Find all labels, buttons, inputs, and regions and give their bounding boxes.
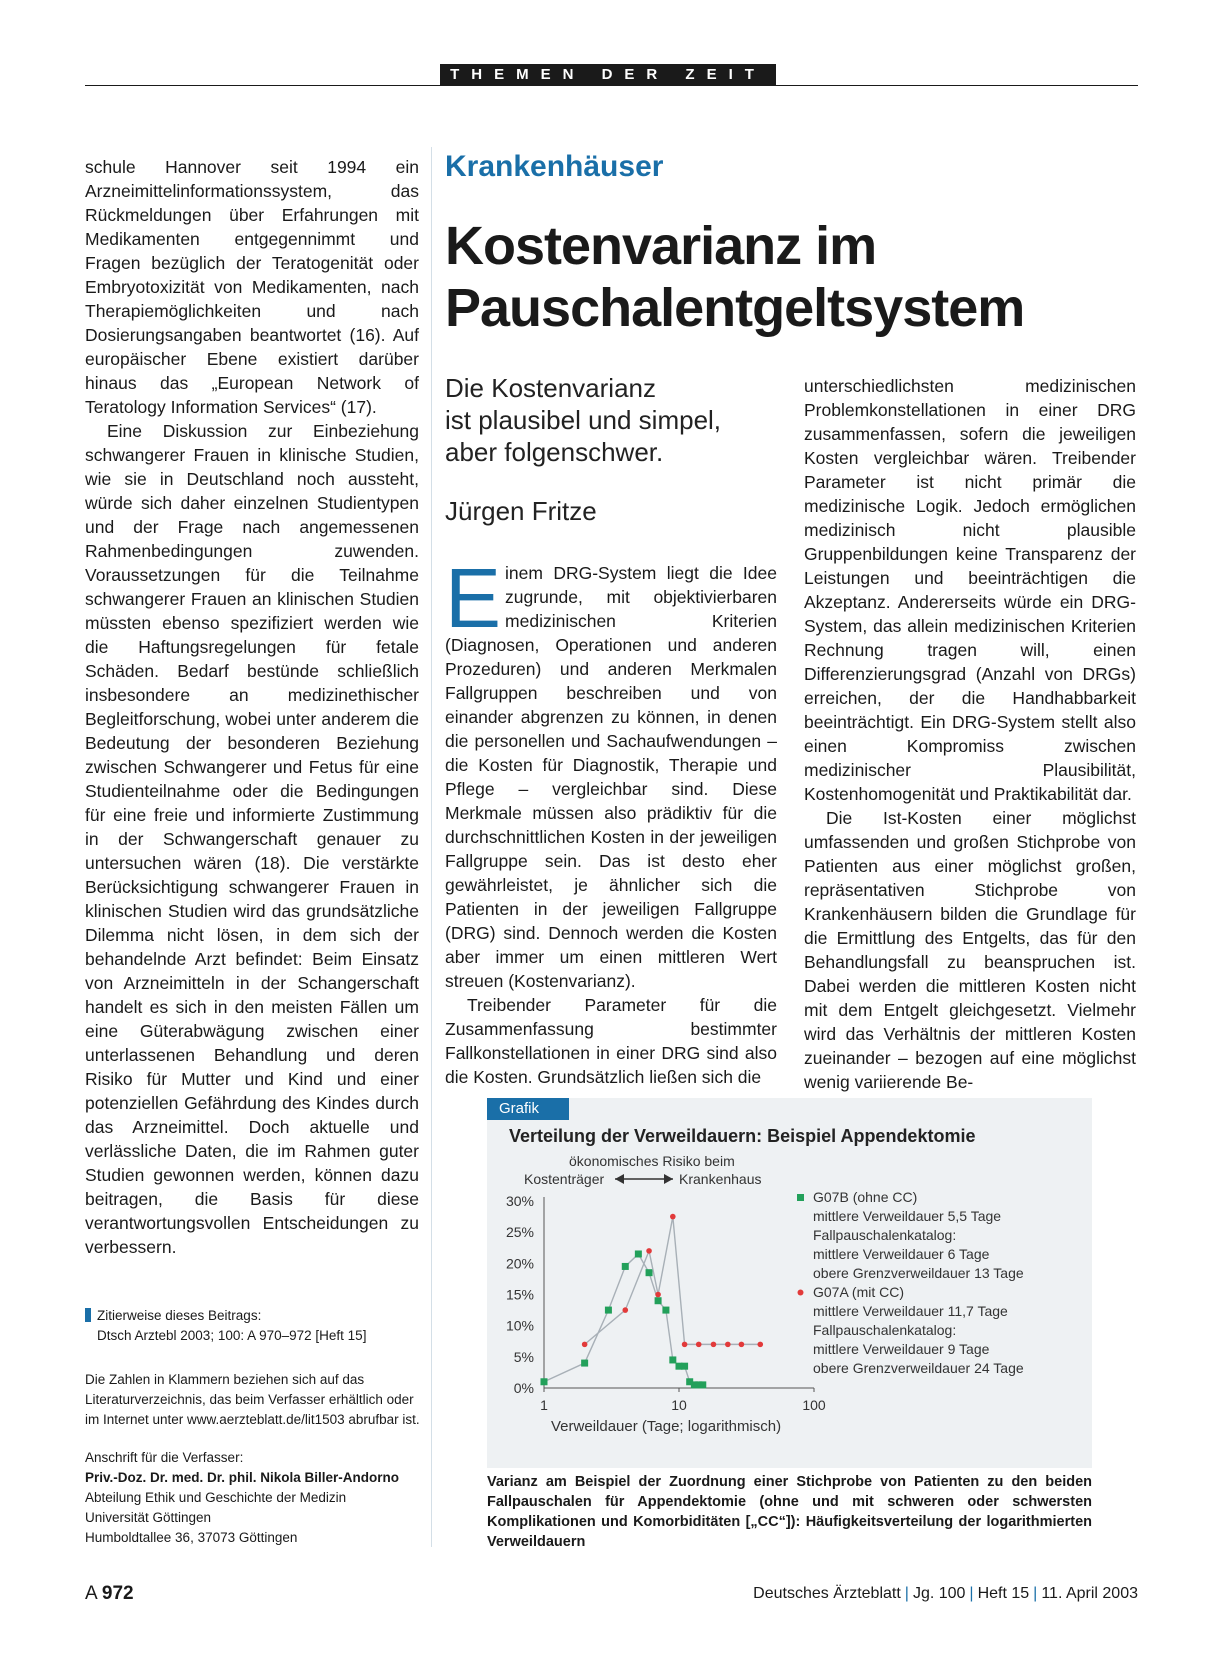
data-point-g07b: [699, 1381, 706, 1388]
data-point-g07a: [682, 1342, 688, 1348]
legend-series-name: G07A (mit CC): [813, 1284, 905, 1300]
risk-arrow-left-head: [615, 1174, 624, 1184]
legend-detail-line: mittlere Verweildauer 9 Tage: [813, 1341, 990, 1357]
footer-separator: |: [1033, 1585, 1038, 1602]
y-tick-label: 25%: [505, 1224, 534, 1241]
data-point-g07a: [622, 1307, 628, 1313]
chart-annotation-right: Krankenhaus: [679, 1171, 762, 1187]
legend-detail-line: obere Grenzverweildauer 13 Tage: [813, 1265, 1024, 1281]
legend-detail-line: obere Grenzverweildauer 24 Tage: [813, 1360, 1024, 1376]
journal-volume: Jg. 100: [912, 1585, 966, 1602]
figure-tag: Grafik: [487, 1098, 569, 1120]
right-paragraph-1: unterschiedlichsten medizinischen Problemkonstellationen in einer DRG zusammenfassen, sofern die jeweiligen Kosten vergleichbar wären. Treibender Parameter ist nicht primär die medizinische Logik. Jedoch ermöglichen medizinisch nicht plausible Gruppenbildungen keine Transparenz der Leistungen und beeinträchtigen die Akzeptanz. Andererseits würde ein DRG-System, das allein medizinischen Kriterien Rechnung tragen will, einen Differenzierungsgrad (Anzahl von DRGs) erreichen, der die Handhabbarkeit beeinträchtigt. Ein DRG-System stellt also einen Kompromiss zwischen medizinischer Plausibilität, Kostenhomogenität und Praktikabilität dar.: [804, 376, 1136, 804]
data-point-g07b: [662, 1307, 669, 1314]
article-author: Jürgen Fritze: [445, 496, 597, 526]
x-axis-label: Verweildauer (Tage; logarithmisch): [551, 1418, 782, 1435]
legend-detail-line: mittlere Verweildauer 5,5 Tage: [813, 1208, 1002, 1224]
address-label: Anschrift für die Verfasser:: [85, 1450, 244, 1465]
footer-separator: |: [904, 1585, 909, 1602]
x-tick-label: 1: [540, 1397, 548, 1413]
right-paragraph-2: Die Ist-Kosten einer möglichst umfassenden und großen Stichprobe von Patienten aus einer möglichst großen, repräsentativen Stichprobe von Krankenhäusern bilden die Grundlage für die Ermittlung des Entgelts, das für den Behandlungsfall zu beanspruchen ist. Dabei werden die mittleren Kosten nicht mit dem Entgelt gleichgesetzt. Vielmehr wird das Verhältnis der mittleren Kosten zueinander – bezogen auf eine möglichst wenig variierende Be-: [804, 808, 1136, 1092]
figure-box: [487, 1098, 1092, 1468]
data-point-g07b: [622, 1263, 629, 1270]
y-tick-label: 10%: [505, 1317, 534, 1334]
article-subtitle: [445, 372, 765, 468]
article-title-line-1: Kostenvarianz im: [445, 216, 877, 276]
data-point-g07b: [635, 1250, 642, 1257]
chart-annotation-line-1: ökonomisches Risiko beim: [569, 1153, 735, 1169]
legend-detail-line: Fallpauschalenkatalog:: [813, 1322, 957, 1338]
middle-paragraph-1: [445, 551, 777, 993]
data-point-g07a: [711, 1342, 717, 1348]
chart-annotation-left: Kostenträger: [524, 1171, 605, 1187]
middle-paragraph-2: Treibender Parameter für die Zusammenfassung bestimmter Fallkonstellationen in einer DRG sind also die Kosten. Grundsätzlich ließen sich die: [445, 995, 777, 1087]
data-point-g07a: [670, 1214, 676, 1220]
x-tick-label: 10: [671, 1397, 687, 1413]
journal-date: 11. April 2003: [1041, 1585, 1138, 1602]
address-line-1: Abteilung Ethik und Geschichte der Medizin: [85, 1490, 347, 1505]
data-point-g07a: [757, 1342, 763, 1348]
middle-paragraph-1-text: inem DRG-System liegt die Idee zugrunde, mit objektivierbaren medizinischen Kriterien (Diagnosen, Operationen und anderen Prozeduren) und anderen Merkmalen Fallgruppen beschreiben und von einander abgrenzen zu können, in denen die personellen und Sachaufwendungen – die Kosten für Diagnostik, Therapie und Pflege – vergleichbar sind. Diese Merkmale müssen also prädiktiv für die durchschnittlichen Kosten in der jeweiligen Fallgruppe sein. Das ist desto eher gewährleistet, je ähnlicher sich die Patienten in der jeweiligen Fallgruppe (DRG) sind. Dennoch werden die Kosten aber immer um einen mittleren Wert streuen (Kostenvarianz).: [445, 563, 777, 991]
left-paragraph-1: schule Hannover seit 1994 ein Arzneimittelinformationssystem, das Rückmeldungen über Erfahrungen mit Medikamenten entgegennimmt und Fragen bezüglich der Teratogenität oder Embryotoxizität von Medikamenten, nach Therapiemöglichkeiten und nach Dosierungsangaben beantwortet (16). Auf europäischer Ebene existiert darüber hinaus das „European Network of Teratology Information Services“ (17).: [85, 157, 419, 417]
legend-detail-line: Fallpauschalenkatalog:: [813, 1227, 957, 1243]
page-number-value: 972: [101, 1583, 134, 1604]
chart: [487, 1098, 1092, 1468]
legend-detail-line: mittlere Verweildauer 6 Tage: [813, 1246, 990, 1262]
legend-marker-g07b: [797, 1194, 804, 1201]
legend-series-name: G07B (ohne CC): [813, 1189, 918, 1205]
address-name: Priv.-Doz. Dr. med. Dr. phil. Nikola Biller-Andorno: [85, 1470, 400, 1485]
page-prefix: A: [85, 1583, 97, 1604]
legend-detail-line: mittlere Verweildauer 11,7 Tage: [813, 1303, 1008, 1319]
citation-marker: [85, 1308, 91, 1322]
y-tick-label: 20%: [505, 1255, 534, 1272]
data-point-g07a: [725, 1342, 731, 1348]
data-point-g07a: [739, 1342, 745, 1348]
section-header: THEMEN DER ZEIT: [440, 64, 776, 86]
author-address: [85, 1448, 425, 1548]
data-point-g07b: [581, 1360, 588, 1367]
y-tick-label: 0%: [513, 1380, 534, 1396]
left-paragraph-2: Eine Diskussion zur Einbeziehung schwangerer Frauen in klinische Studien, wie sie in Deutschland noch aussteht, würde sich daher einzelnen Studientypen und der Frage nach angemessenen Rahmenbedingungen zuwenden. Voraussetzungen für die Teilnahme schwangerer Frauen an klinischen Studien müssten ebenso spezifiziert werden wie die Haftungsregelungen für fetale Schäden. Bedarf bestünde schließlich insbesondere an medizinethischer Begleitforschung, wobei unter anderem die Bedeutung der besonderen Beziehung zwischen Schwangerer und Fetus für eine Studienteilnahme oder die Bedingungen für eine freie und informierte Zustimmung in der Schwangerschaft genauer zu untersuchen wären (18). Die verstärkte Berücksichtigung schwangerer Frauen in klinischen Studien wird das grundsätzliche Dilemma nicht lösen, in dem sich der behandelnde Arzt befindet: Beim Einsatz von Arzneimitteln in der Schangerschaft handelt es sich in den meisten Fällen um eine Güterabwägung zwischen einer unterlassenen Behandlung und deren Risiko für Mutter und Kind und einer potenziellen Gefährdung des Kindes durch das Arzneimittel. Doch aktuelle und verlässliche Daten, die im Rahmen guter Studien gewonnen werden, können dazu beitragen, die Basis für diese verantwortungsvollen Entscheidungen zu verbessern.: [85, 421, 419, 1257]
right-column: [804, 374, 1136, 1094]
page-number: [85, 1583, 134, 1605]
data-point-g07b: [669, 1356, 676, 1363]
left-column: [85, 155, 419, 1259]
citation-box: [85, 1306, 425, 1346]
journal-issue: Heft 15: [977, 1585, 1030, 1602]
footer-separator: |: [969, 1585, 974, 1602]
data-point-g07b: [646, 1269, 653, 1276]
data-point-g07a: [655, 1292, 661, 1298]
data-point-g07a: [696, 1342, 702, 1348]
y-tick-label: 5%: [513, 1348, 534, 1365]
journal-footer: [753, 1585, 1138, 1603]
data-point-g07b: [541, 1378, 548, 1385]
data-point-g07b: [605, 1307, 612, 1314]
subtitle-line-1: Die Kostenvarianz: [445, 373, 656, 403]
x-tick-label: 100: [802, 1397, 826, 1413]
drop-cap: E: [445, 551, 502, 645]
subtitle-line-3: aber folgenschwer.: [445, 437, 664, 467]
citation-label: Zitierweise dieses Beitrags:: [97, 1308, 262, 1323]
chart-title: Verteilung der Verweildauern: Beispiel Appendektomie: [509, 1126, 976, 1146]
data-point-g07a: [582, 1342, 588, 1348]
journal-name: Deutsches Ärzteblatt: [753, 1585, 901, 1602]
citation-reference: Dtsch Arztebl 2003; 100: A 970–972 [Heft 15]: [97, 1328, 367, 1343]
legend-marker-g07a: [798, 1290, 804, 1296]
address-line-2: Universität Göttingen: [85, 1510, 212, 1525]
risk-arrow-right-head: [664, 1174, 673, 1184]
series-line-2: [585, 1217, 761, 1345]
column-divider: [431, 147, 432, 1547]
data-point-g07b: [681, 1363, 688, 1370]
article-title: [445, 215, 1135, 339]
y-tick-label: 15%: [505, 1286, 534, 1303]
address-line-3: Humboldtallee 36, 37073 Göttingen: [85, 1530, 298, 1545]
data-point-g07b: [655, 1297, 662, 1304]
references-note: Die Zahlen in Klammern beziehen sich auf das Literaturverzeichnis, das beim Verfasser erhältlich oder im Internet unter www.aerzteblatt.de/lit1503 abrufbar ist.: [85, 1372, 420, 1427]
figure-caption: Varianz am Beispiel der Zuordnung einer Stichprobe von Patienten zu den beiden Fallpauschalen für Appendektomie (ohne und mit schweren oder schwersten Komplikationen und Komorbiditäten [„CC“]): Häufigkeitsverteilung der logarithmierten Verweildauern: [487, 1474, 1092, 1550]
subtitle-line-2: ist plausibel und simpel,: [445, 405, 722, 435]
middle-column: [445, 551, 777, 1089]
article-title-line-2: Pauschalentgeltsystem: [445, 278, 1025, 338]
article-kicker: Krankenhäuser: [445, 150, 664, 183]
data-point-g07a: [646, 1248, 652, 1254]
y-tick-label: 30%: [505, 1193, 534, 1209]
